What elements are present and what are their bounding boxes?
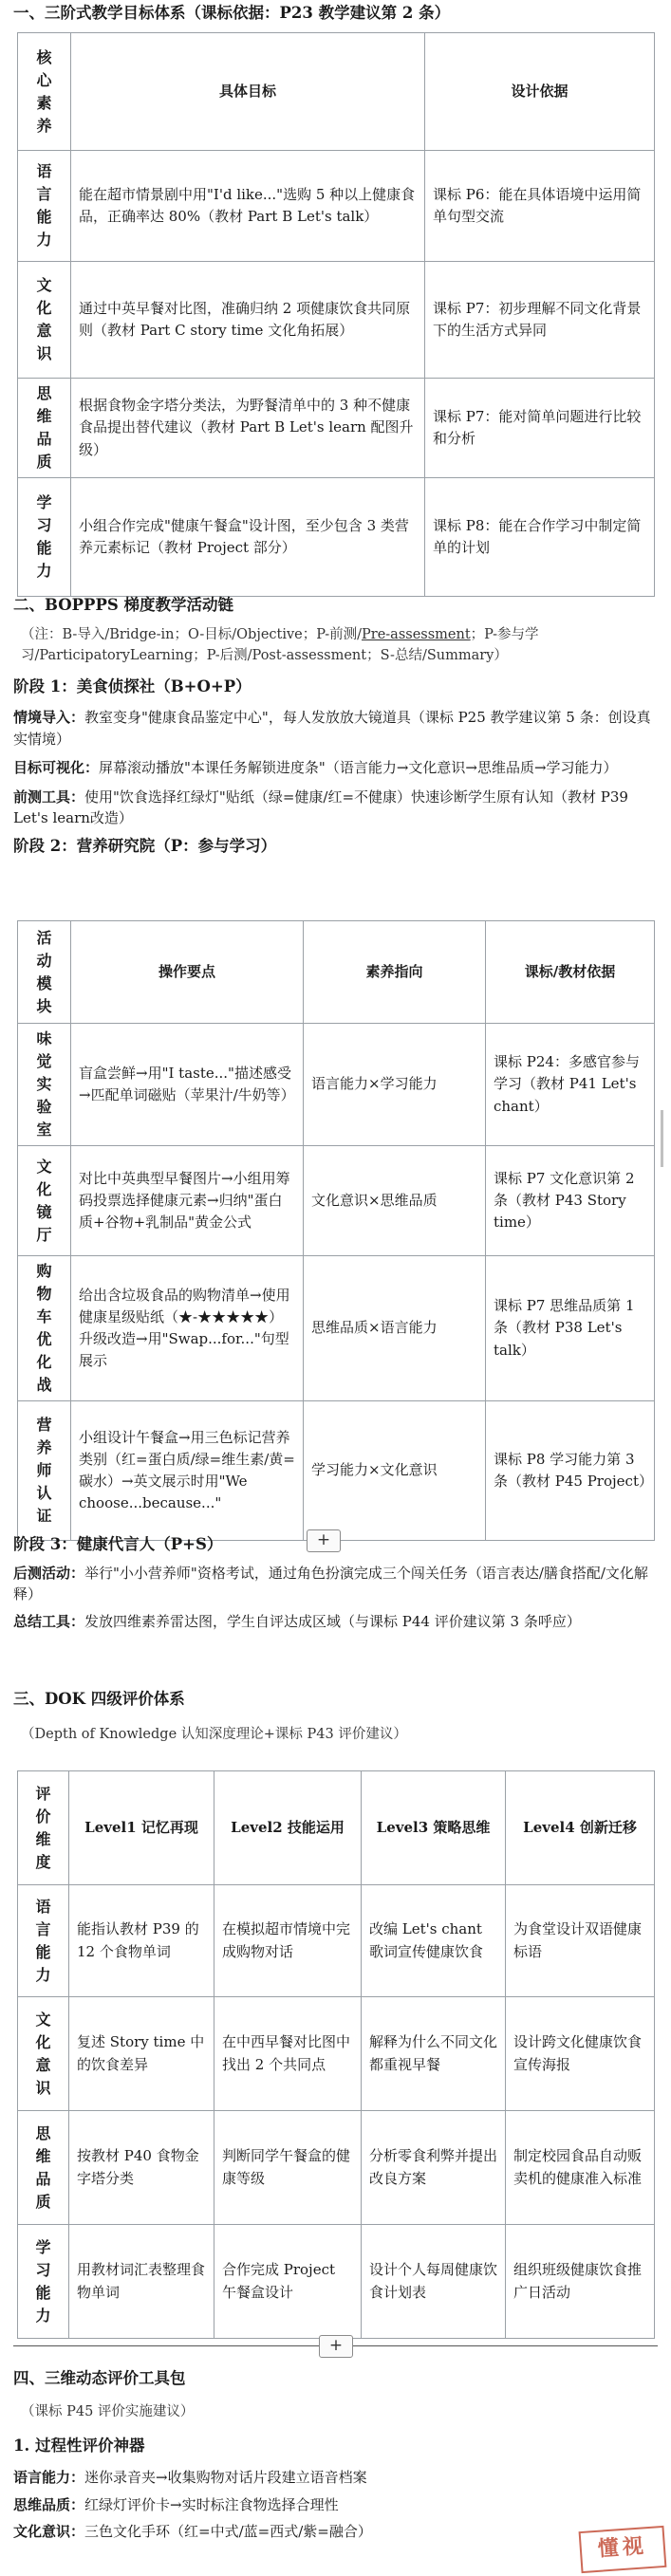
- row-module: 营养师认证: [18, 1401, 71, 1541]
- header-dim: 评价维度: [18, 1771, 69, 1885]
- table-row: [18, 1401, 655, 1541]
- table-scrollbar[interactable]: [661, 1110, 663, 1167]
- row-l4: 组织班级健康饮食推广日活动: [506, 2225, 655, 2339]
- stage1-p2: 目标可视化：屏幕滚动播放"本课任务解锁进度条"（语言能力→文化意识→思维品质→学习能力）: [13, 759, 618, 776]
- row-l3: 改编 Let's chant 歌词宣传健康饮食: [362, 1885, 506, 1997]
- row-module: 味觉实验室: [18, 1024, 71, 1146]
- section4-p3: 文化意识：三色文化手环（红=中式/蓝=西式/紫=融合）: [13, 2523, 372, 2541]
- row-l1: 能指认教材 P39 的 12 个食物单词: [69, 1885, 214, 1997]
- plus-icon: +: [316, 1530, 331, 1549]
- row-dim: 学习能力: [18, 2225, 69, 2339]
- section4-sub: 1. 过程性评价神器: [13, 2436, 145, 2455]
- row-module: 购物车优化战: [18, 1256, 71, 1401]
- section1-title: 一、三阶式教学目标体系（课标依据：P23 教学建议第 2 条）: [13, 4, 451, 22]
- row-l2: 在模拟超市情境中完成购物对话: [214, 1885, 362, 1997]
- row-basis: 课标 P7：初步理解不同文化背景下的生活方式异同: [425, 262, 655, 379]
- section1: [13, 2, 658, 26]
- row-l3: 设计个人每周健康饮食计划表: [362, 2225, 506, 2339]
- header-module: 活动模块: [18, 921, 71, 1024]
- row-l4: 制定校园食品自动贩卖机的健康准入标准: [506, 2111, 655, 2225]
- row-goal: 小组合作完成"健康午餐盒"设计图，至少包含 3 类营养元素标记（教材 Project 部分）: [71, 478, 425, 597]
- goal-table-header: [18, 33, 655, 151]
- row-literacy: 语言能力×学习能力: [304, 1024, 486, 1146]
- row-steps: 对比中英典型早餐图片→小组用筹码投票选择健康元素→归纳"蛋白质+谷物+乳制品"黄金公式: [71, 1146, 304, 1256]
- row-steps: 小组设计午餐盒→用三色标记营养类别（红=蛋白质/绿=维生素/黄=碳水）→英文展示时用"We choose...because...": [71, 1401, 304, 1541]
- row-dim: 语言能力: [18, 1885, 69, 1997]
- watermark-logo: 懂视: [579, 2526, 667, 2573]
- row-literacy: 文化意识×思维品质: [304, 1146, 486, 1256]
- dok-table: [17, 1770, 655, 2339]
- row-l4: 为食堂设计双语健康标语: [506, 1885, 655, 1997]
- header-l4: Level4 创新迁移: [506, 1771, 655, 1885]
- section2: [13, 594, 658, 858]
- activity-table: [17, 920, 655, 1541]
- section2-title: 二、BOPPPS 梯度教学活动链: [13, 596, 234, 614]
- section3-title: 三、DOK 四级评价体系: [13, 1690, 185, 1708]
- header-literacy: 核心素养: [18, 33, 71, 151]
- row-l4: 设计跨文化健康饮食宣传海报: [506, 1997, 655, 2111]
- table-row: [18, 2225, 655, 2339]
- stage1-title: 阶段 1：美食侦探社（B+O+P）: [13, 677, 252, 696]
- table-row: [18, 262, 655, 379]
- stage1-p1: 情境导入：教室变身"健康食品鉴定中心"，每人发放放大镜道具（课标 P25 教学建议第 5 条：创设真实情境）: [13, 709, 651, 748]
- table-row: [18, 1024, 655, 1146]
- section4-p1: 语言能力：迷你录音夹→收集购物对话片段建立语音档案: [13, 2469, 367, 2487]
- pre-assessment-link: Pre-assessment: [362, 626, 471, 642]
- table-row: [18, 1256, 655, 1401]
- row-basis: 课标 P7 文化意识第 2 条（教材 P43 Story time）: [486, 1146, 655, 1256]
- table-row: [18, 1997, 655, 2111]
- row-literacy: 文化意识: [18, 262, 71, 379]
- table-row: [18, 379, 655, 478]
- row-basis: 课标 P7：能对简单问题进行比较和分析: [425, 379, 655, 478]
- section4-title: 四、三维动态评价工具包: [13, 2369, 186, 2387]
- row-literacy: 学习能力: [18, 478, 71, 597]
- plus-icon: +: [328, 2336, 344, 2355]
- row-literacy: 语言能力: [18, 151, 71, 262]
- row-goal: 能在超市情景剧中用"I'd like..."选购 5 种以上健康食品，正确率达 80%（教材 Part B Let's talk）: [71, 151, 425, 262]
- dok-table-header: [18, 1771, 655, 1885]
- row-dim: 文化意识: [18, 1997, 69, 2111]
- header-goal: 具体目标: [71, 33, 425, 151]
- table-row: [18, 1146, 655, 1256]
- row-module: 文化镜厅: [18, 1146, 71, 1256]
- section3: [13, 1688, 658, 1746]
- table-row: [18, 151, 655, 262]
- table-row: [18, 478, 655, 597]
- section2-note: （注：B-导入/Bridge-in；O-目标/Objective；P-前测/Pre-assessment；P-参与学习/ParticipatoryLearning；P-后测/Post-assessment；S-总结/Summary）: [21, 626, 539, 663]
- stage3-p1: 后测活动：举行"小小营养师"资格考试，通过角色扮演完成三个闯关任务（语言表达/膳食搭配/文化解释）: [13, 1564, 648, 1603]
- row-basis: 课标 P24：多感官参与学习（教材 P41 Let's chant）: [486, 1024, 655, 1146]
- header-l1: Level1 记忆再现: [69, 1771, 214, 1885]
- header-basis: 设计依据: [425, 33, 655, 151]
- stage3-title: 阶段 3：健康代言人（P+S）: [13, 1535, 223, 1553]
- row-basis: 课标 P7 思维品质第 1 条（教材 P38 Let's talk）: [486, 1256, 655, 1401]
- row-l3: 解释为什么不同文化都重视早餐: [362, 1997, 506, 2111]
- row-l2: 在中西早餐对比图中找出 2 个共同点: [214, 1997, 362, 2111]
- row-goal: 根据食物金字塔分类法，为野餐清单中的 3 种不健康食品提出替代建议（教材 Part B Let's learn 配图升级）: [71, 379, 425, 478]
- header-basis: 课标/教材依据: [486, 921, 655, 1024]
- row-l1: 按教材 P40 食物金字塔分类: [69, 2111, 214, 2225]
- header-steps: 操作要点: [71, 921, 304, 1024]
- row-literacy: 学习能力×文化意识: [304, 1401, 486, 1541]
- table-row: [18, 1885, 655, 1997]
- stage2-title: 阶段 2：营养研究院（P：参与学习）: [13, 836, 277, 855]
- table-row: [18, 2111, 655, 2225]
- add-block-button[interactable]: [319, 2335, 353, 2358]
- row-basis: 课标 P6：能在具体语境中运用简单句型交流: [425, 151, 655, 262]
- row-literacy: 思维品质: [18, 379, 71, 478]
- section3-note: （Depth of Knowledge 认知深度理论+课标 P43 评价建议）: [21, 1726, 407, 1742]
- section3-table-wrap: [17, 1770, 654, 2339]
- stage1-p3: 前测工具：使用"饮食选择红绿灯"贴纸（绿=健康/红=不健康）快速诊断学生原有认知（教材 P39 Let's learn改造）: [13, 788, 628, 826]
- row-l2: 合作完成 Project 午餐盒设计: [214, 2225, 362, 2339]
- row-l2: 判断同学午餐盒的健康等级: [214, 2111, 362, 2225]
- stage2-table-wrap: [17, 920, 654, 1541]
- row-steps: 给出含垃圾食品的购物清单→使用健康星级贴纸（★-★★★★★）升级改造→用"Swap...for..."句型展示: [71, 1256, 304, 1401]
- row-literacy: 思维品质×语言能力: [304, 1256, 486, 1401]
- row-l1: 复述 Story time 中的饮食差异: [69, 1997, 214, 2111]
- section4: [13, 2367, 658, 2543]
- row-l3: 分析零食利弊并提出改良方案: [362, 2111, 506, 2225]
- section1-table-wrap: [17, 32, 654, 597]
- row-basis: 课标 P8 学习能力第 3 条（教材 P45 Project）: [486, 1401, 655, 1541]
- stage3-p2: 总结工具：发放四维素养雷达图，学生自评达成区域（与课标 P44 评价建议第 3 条呼应）: [13, 1612, 581, 1630]
- row-steps: 盲盒尝鲜→用"I taste..."描述感受→匹配单词磁贴（苹果汁/牛奶等）: [71, 1024, 304, 1146]
- row-dim: 思维品质: [18, 2111, 69, 2225]
- row-l1: 用教材词汇表整理食物单词: [69, 2225, 214, 2339]
- section4-note: （课标 P45 评价实施建议）: [21, 2403, 195, 2419]
- header-l2: Level2 技能运用: [214, 1771, 362, 1885]
- goal-table: [17, 32, 655, 597]
- activity-table-header: [18, 921, 655, 1024]
- stage3: [13, 1533, 658, 1632]
- row-basis: 课标 P8：能在合作学习中制定简单的计划: [425, 478, 655, 597]
- header-literacy: 素养指向: [304, 921, 486, 1024]
- section4-p2: 思维品质：红绿灯评价卡→实时标注食物选择合理性: [13, 2495, 339, 2513]
- row-goal: 通过中英早餐对比图，准确归纳 2 项健康饮食共同原则（教材 Part C story time 文化角拓展）: [71, 262, 425, 379]
- header-l3: Level3 策略思维: [362, 1771, 506, 1885]
